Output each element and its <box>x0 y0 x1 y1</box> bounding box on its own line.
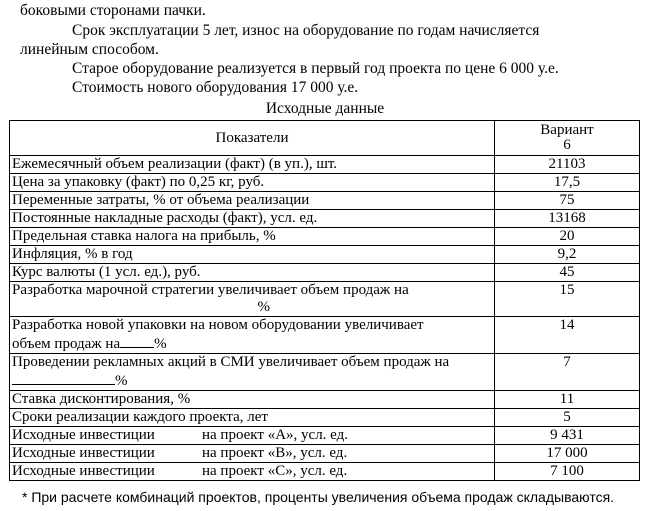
row-value: 9,2 <box>495 246 640 264</box>
row-value: 75 <box>495 192 640 210</box>
table-header-row <box>10 121 640 156</box>
row-label <box>10 282 495 317</box>
investment-project: на проект «В», усл. ед. <box>202 445 348 461</box>
row-label-line: объем продаж на <box>12 336 121 352</box>
row-value: 14 <box>495 317 640 354</box>
row-value: 5 <box>495 409 640 427</box>
table-row <box>10 210 640 228</box>
row-value: 11 <box>495 391 640 409</box>
header-variant <box>495 121 640 156</box>
row-label: Инфляция, % в год <box>10 246 495 264</box>
header-indicator: Показатели <box>10 121 495 156</box>
blank-underline <box>120 334 154 348</box>
intro-line-2b: линейным способом. <box>20 41 159 58</box>
table-row <box>10 228 640 246</box>
investment-label: Исходные инвестиции <box>12 427 155 443</box>
data-table <box>9 120 640 481</box>
row-label-line: Проведении рекламных акций в СМИ увеличивает объем продаж на <box>12 354 450 370</box>
table-row <box>10 264 640 282</box>
row-value: 20 <box>495 228 640 246</box>
percent-sign: % <box>154 336 167 352</box>
footnote: * При расчете комбинаций проектов, проценты увеличения объема продаж складываются. <box>22 489 615 505</box>
table-row-investment <box>10 427 640 445</box>
row-label: Предельная ставка налога на прибыль, % <box>10 228 495 246</box>
row-label: Курс валюты (1 усл. ед.), руб. <box>10 264 495 282</box>
table-row <box>10 174 640 192</box>
row-label-line: Разработка марочной стратегии увеличивает объем продаж на <box>12 282 409 298</box>
table-row <box>10 192 640 210</box>
table-row-package <box>10 317 640 354</box>
intro-line-1: боковыми сторонами пачки. <box>20 2 206 19</box>
row-label-line: Разработка новой упаковки на новом оборудовании увеличивает <box>12 317 424 333</box>
percent-sign: % <box>115 373 128 389</box>
percent-sign: % <box>257 299 270 315</box>
row-label <box>10 463 495 481</box>
row-value: 17 000 <box>495 445 640 463</box>
table-row-investment <box>10 463 640 481</box>
investment-project: на проект «С», усл. ед. <box>202 463 348 479</box>
table-row-ads <box>10 354 640 391</box>
row-label: Сроки реализации каждого проекта, лет <box>10 409 495 427</box>
investment-label: Исходные инвестиции <box>12 445 155 461</box>
row-value: 9 431 <box>495 427 640 445</box>
row-label <box>10 317 495 354</box>
intro-line-2a: Срок эксплуатации 5 лет, износ на оборудование по годам начисляется <box>72 22 540 39</box>
table-row-strategy <box>10 282 640 317</box>
table-caption: Исходные данные <box>265 100 385 117</box>
row-value: 45 <box>495 264 640 282</box>
table-row-investment <box>10 445 640 463</box>
header-variant-label: Вариант <box>540 122 594 138</box>
intro-line-4: Стоимость нового оборудования 17 000 у.е. <box>72 79 359 96</box>
row-label <box>10 354 495 391</box>
investment-label: Исходные инвестиции <box>12 463 155 479</box>
investment-project: на проект «А», усл. ед. <box>202 427 349 443</box>
row-label: Постоянные накладные расходы (факт), усл. ед. <box>10 210 495 228</box>
intro-line-3: Старое оборудование реализуется в первый год проекта по цене 6 000 у.е. <box>72 60 559 77</box>
row-value: 7 100 <box>495 463 640 481</box>
blank-underline <box>12 371 115 385</box>
row-value: 21103 <box>495 156 640 174</box>
table-row <box>10 156 640 174</box>
row-label: Ежемесячный объем реализации (факт) (в уп.), шт. <box>10 156 495 174</box>
row-value: 15 <box>495 282 640 317</box>
row-label: Ставка дисконтирования, % <box>10 391 495 409</box>
row-label <box>10 427 495 445</box>
row-value: 13168 <box>495 210 640 228</box>
row-label <box>10 445 495 463</box>
row-value: 7 <box>495 354 640 391</box>
row-label: Цена за упаковку (факт) по 0,25 кг, руб. <box>10 174 495 192</box>
table-row <box>10 391 640 409</box>
row-label: Переменные затраты, % от объема реализации <box>10 192 495 210</box>
row-value: 17,5 <box>495 174 640 192</box>
table-row <box>10 246 640 264</box>
table-row <box>10 409 640 427</box>
header-variant-number: 6 <box>563 137 571 153</box>
